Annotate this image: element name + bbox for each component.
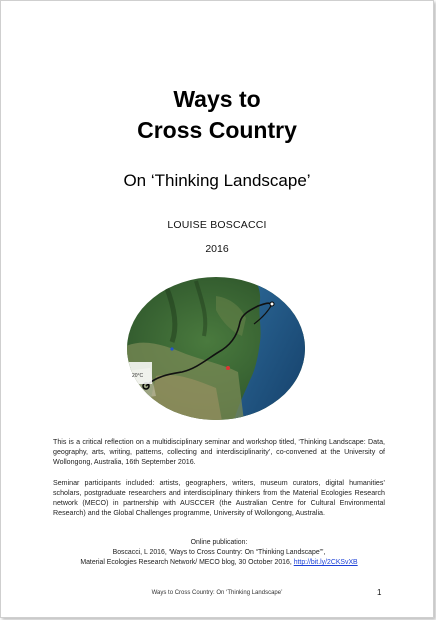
footer-title: Ways to Cross Country: On ‘Thinking Landscape’ [151, 590, 283, 596]
publication-source: Material Ecologies Research Network/ MECO blog, 30 October 2016, [80, 559, 292, 566]
page-number: 1 [377, 588, 382, 597]
year: 2016 [205, 243, 229, 255]
publication-link[interactable]: http://bit.ly/2CKSvXB [293, 559, 358, 566]
intro-paragraph: This is a critical reflection on a multidisciplinary seminar and workshop titled, ‘Thinking Landscape: Data, geography, arts, writing, patterns, collecting and interdisciplinarity’, co-convened at the University of Wollongong, Australia, 16th September 2016. [53, 438, 385, 466]
subtitle: On ‘Thinking Landscape’ [123, 171, 311, 190]
title-line-1: Ways to [173, 86, 261, 112]
map-temperature-label: 20°C [132, 373, 144, 379]
publication-source-line [41, 558, 397, 568]
title-line-2: Cross Country [137, 117, 297, 143]
publication-citation: Boscacci, L 2016, ‘Ways to Cross Country: On “Thinking Landscape”’, [112, 549, 326, 556]
participants-paragraph: Seminar participants included: artists, geographers, writers, museum curators, digital humanities’ scholars, postgraduate researchers and interdisciplinary thinkers from the Material Ecologies Research network (MECO) in partnership with AUSCCER (the Australian Centre for Cultural Environmental Research) and the Global Challenges programme, University of Wollongong, Australia. [53, 479, 385, 517]
route-map-image [126, 276, 306, 421]
author: LOUISE BOSCACCI [167, 219, 267, 231]
publication-heading: Online publication: [190, 539, 248, 546]
